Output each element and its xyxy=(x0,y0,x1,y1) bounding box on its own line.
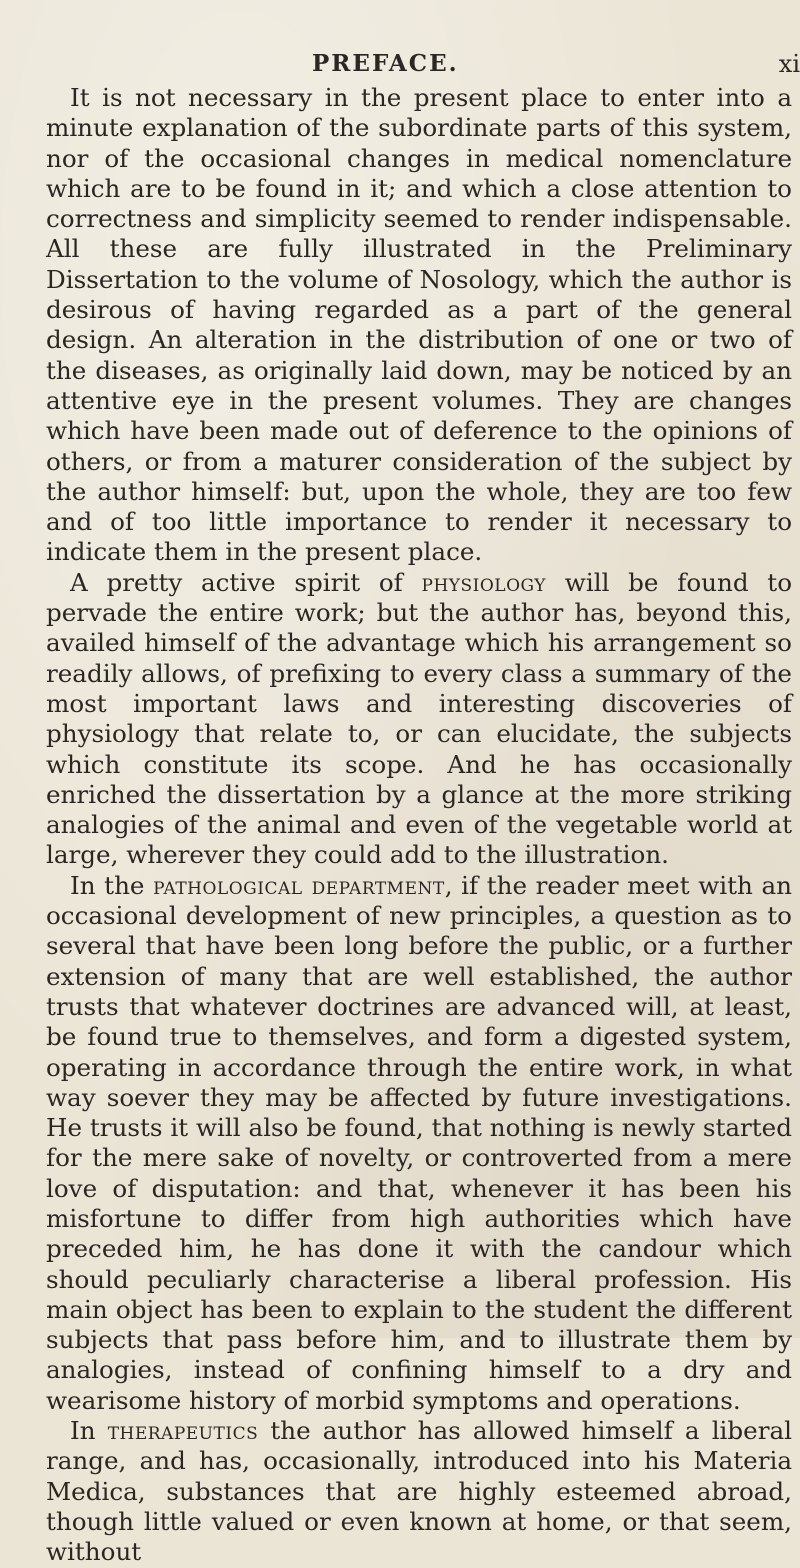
small-caps-term: pathological department xyxy=(153,870,445,900)
paragraph xyxy=(46,871,792,1416)
running-head xyxy=(0,40,800,80)
paragraph-text: In xyxy=(70,1416,108,1446)
paragraph-text: In the xyxy=(70,870,154,900)
paragraph-text: the author has allowed himself a liberal range, and has, occasionally, introduced into his Materia Medica, substances that are highly esteemed abroad, though little valued or even known at home, or that seem, without xyxy=(46,1416,793,1567)
paragraph xyxy=(46,568,792,871)
body-text xyxy=(46,83,792,1568)
page-header-title: PREFACE. xyxy=(312,50,459,77)
paragraph xyxy=(46,83,792,568)
paragraph-text: A pretty active spirit of xyxy=(70,567,422,597)
paragraph xyxy=(46,1416,792,1567)
paragraph-text: It is not necessary in the present place to enter into a minute explanation of the subordinate parts of this system, nor of the occasional changes in medical nomenclature which are to be found in it; and which a close attention to correctness and simplicity seemed to render indispensable. All these are fully illustrated in the Preliminary Dissertation to the volume of Nosology, which the author is desirous of having regarded as a part of the general design. An alteration in the distribution of one or two of the diseases, as originally laid down, may be noticed by an attentive eye in the present volumes. They are changes which have been made out of deference to the opinions of others, or from a maturer consideration of the subject by the author himself: but, upon the whole, they are too few and of too little importance to render it necessary to indicate them in the present place. xyxy=(46,83,792,567)
paragraph-text: , if the reader meet with an occasional development of new principles, a question as to several that have been long before the public, or a further extension of many that are well established, the author trusts that whatever doctrines are advanced will, at least, be found true to themselves, and form a digested system, operating in accordance through the entire work, in what way soever they may be affected by future investigations. He trusts it will also be found, that nothing is newly started for the mere sake of novelty, or controverted from a mere love of disputation: and that, whenever it has been his misfortune to differ from high authorities which have preceded him, he has done it with the candour which should peculiarly characterise a liberal profession. His main object has been to explain to the student the different subjects that pass before him, and to illustrate them by analogies, instead of confining himself to a dry and wearisome history of morbid symptoms and operations. xyxy=(46,870,793,1415)
paragraph-text: will be found to pervade the entire work; but the author has, beyond this, availed himself of the advantage which his arrangement so readily allows, of prefixing to every class a summary of the most important laws and interesting discoveries of physiology that relate to, or can elucidate, the subjects which constitute its scope. And he has occasionally enriched the dissertation by a glance at the more striking analogies of the animal and even of the vegetable world at large, wherever they could add to the illustration. xyxy=(46,567,792,870)
small-caps-term: therapeutics xyxy=(107,1416,259,1446)
page-number: xi xyxy=(778,50,800,78)
small-caps-term: physiology xyxy=(421,567,547,597)
